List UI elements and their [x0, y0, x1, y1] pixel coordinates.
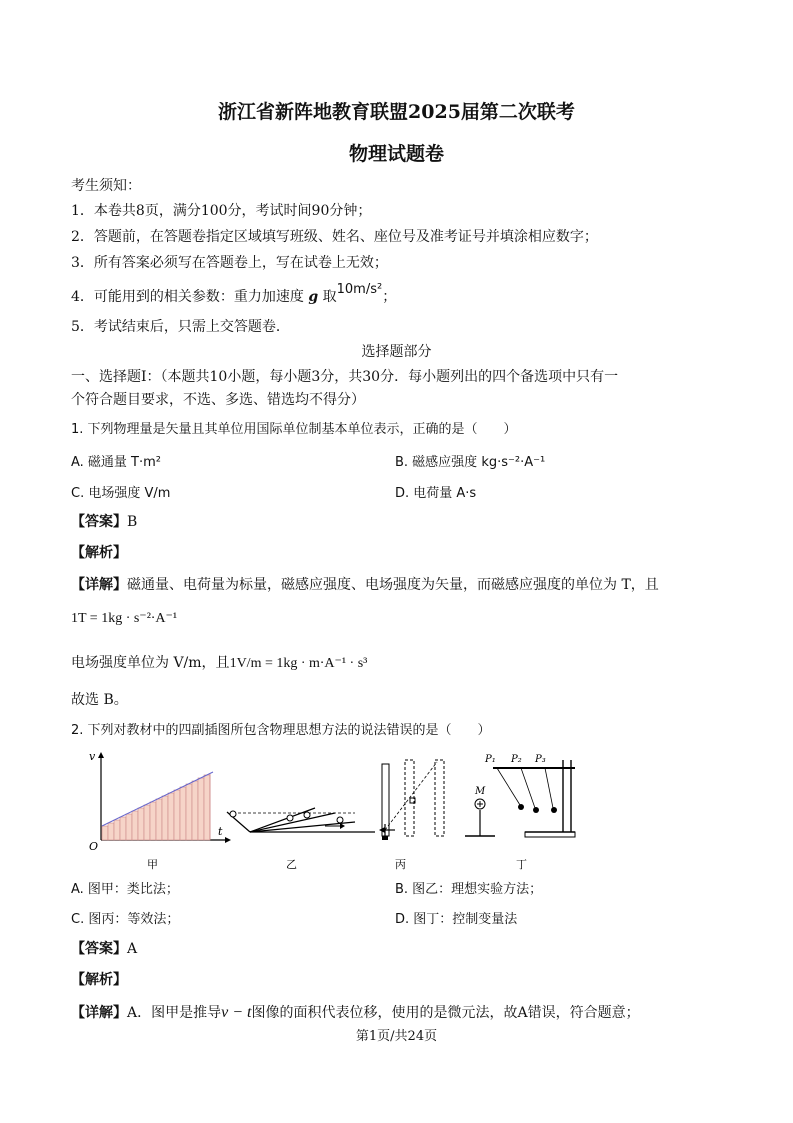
notice-item-4-take: 取 — [322, 289, 337, 305]
fig2-caption: 乙 — [286, 858, 297, 871]
q2-option-d: D. 图丁：控制变量法 — [395, 912, 518, 927]
q1-analysis-label: 【解析】 — [71, 545, 127, 561]
q1-detail — [71, 574, 659, 594]
figure-yi-inclines — [227, 808, 375, 871]
q1-line2 — [71, 652, 367, 672]
q1-option-d: D. 电荷量 A·s — [395, 486, 477, 501]
gravity-symbol: g — [308, 289, 319, 305]
q2-figures — [85, 750, 585, 875]
notice-item-5: 5．考试结束后，只需上交答题卷． — [71, 319, 290, 335]
q1-line2-prefix: 电场强度单位为 V/m，且 — [71, 655, 230, 671]
q2-option-c: C. 图丙：等效法； — [71, 912, 180, 927]
fig1-caption: 甲 — [147, 858, 158, 871]
q1-answer-label: 【答案】 — [71, 514, 127, 530]
q2-answer-label: 【答案】 — [71, 941, 127, 957]
fig1-x-label: t — [218, 825, 223, 838]
q2-answer — [71, 938, 137, 958]
fig4-label-p3: P₃ — [535, 754, 546, 765]
q2-detail — [71, 1002, 640, 1022]
fig4-label-p2: P₂ — [511, 754, 522, 765]
q2-option-b: B. 图乙：理想实验方法； — [395, 882, 543, 897]
q1-detail-text: 磁通量、电荷量为标量，磁感应强度、电场强度为矢量，而磁感应强度的单位为 T，且 — [127, 577, 659, 593]
notice-item-4 — [71, 282, 397, 306]
q2-detail-label: 【详解】 — [71, 1005, 127, 1021]
fig1-y-label: v — [89, 750, 96, 763]
notice-item-3: 3．所有答案必须写在答题卷上，写在试卷上无效； — [71, 255, 388, 271]
q1-detail-label: 【详解】 — [71, 577, 127, 593]
q1-answer — [71, 511, 137, 531]
gravity-value: 10m/s² — [336, 282, 383, 297]
exam-title: 浙江省新阵地教育联盟2025届第二次联考 — [218, 101, 575, 123]
q1-conclusion: 故选 B。 — [71, 692, 128, 708]
q2-answer-value: A — [127, 941, 138, 957]
exam-subtitle: 物理试题卷 — [348, 143, 444, 165]
figure-ding-pendulums — [465, 754, 575, 871]
q1-formula-1: 1T = 1kg · s⁻²⋅A⁻¹ — [71, 611, 178, 626]
section-instruction-line2: 个符合题目要求，不选、多选、错选均不得分） — [71, 392, 365, 408]
section-title: 选择题部分 — [361, 344, 432, 360]
q2-detail-suffix: 图像的面积代表位移，使用的是微元法，故A错误，符合题意； — [251, 1005, 640, 1021]
q2-detail-prefix: A．图甲是推导 — [127, 1005, 222, 1021]
fig4-label-p1: P₁ — [485, 754, 496, 765]
q1-option-b: B. 磁感应强度 kg·s⁻²·A⁻¹ — [395, 455, 546, 470]
q1-option-c: C. 电场强度 V/m — [71, 486, 171, 501]
fig1-origin-label: O — [89, 840, 99, 853]
figure-bing-tubes — [379, 760, 444, 871]
notice-heading: 考生须知： — [71, 178, 141, 194]
notice-item-2: 2．答题前，在答题卷指定区域填写班级、姓名、座位号及准考证号并填涂相应数字； — [71, 229, 598, 245]
figure-jia-vt-graph — [89, 750, 231, 871]
q2-analysis-label: 【解析】 — [71, 972, 127, 988]
fig4-label-m: M — [475, 786, 486, 797]
q2-detail-vt: v − t — [221, 1004, 252, 1021]
notice-item-1: 1．本卷共8页，满分100分，考试时间90分钟； — [71, 203, 372, 219]
page-footer: 第1页/共24页 — [355, 1029, 438, 1044]
q1-option-a: A. 磁通量 T·m² — [71, 455, 162, 470]
fig3-caption: 丙 — [395, 858, 406, 871]
notice-item-4-text: 4．可能用到的相关参数：重力加速度 — [71, 289, 304, 305]
q1-answer-value: B — [127, 514, 138, 530]
q2-option-a: A. 图甲：类比法； — [71, 882, 179, 897]
q1-stem: 1. 下列物理量是矢量且其单位用国际单位制基本单位表示，正确的是（ ） — [71, 422, 517, 437]
q1-formula-2: 1V/m = 1kg · m⋅A⁻¹ · s³ — [229, 656, 368, 671]
notice-item-4-end: ； — [382, 289, 397, 305]
section-instruction-line1: 一、选择题Ⅰ：（本题共10小题，每小题3分，共30分．每小题列出的四个备选项中只有一 — [71, 369, 619, 385]
fig4-caption: 丁 — [516, 858, 527, 871]
q2-stem: 2. 下列对教材中的四副插图所包含物理思想方法的说法错误的是（ ） — [71, 723, 491, 738]
